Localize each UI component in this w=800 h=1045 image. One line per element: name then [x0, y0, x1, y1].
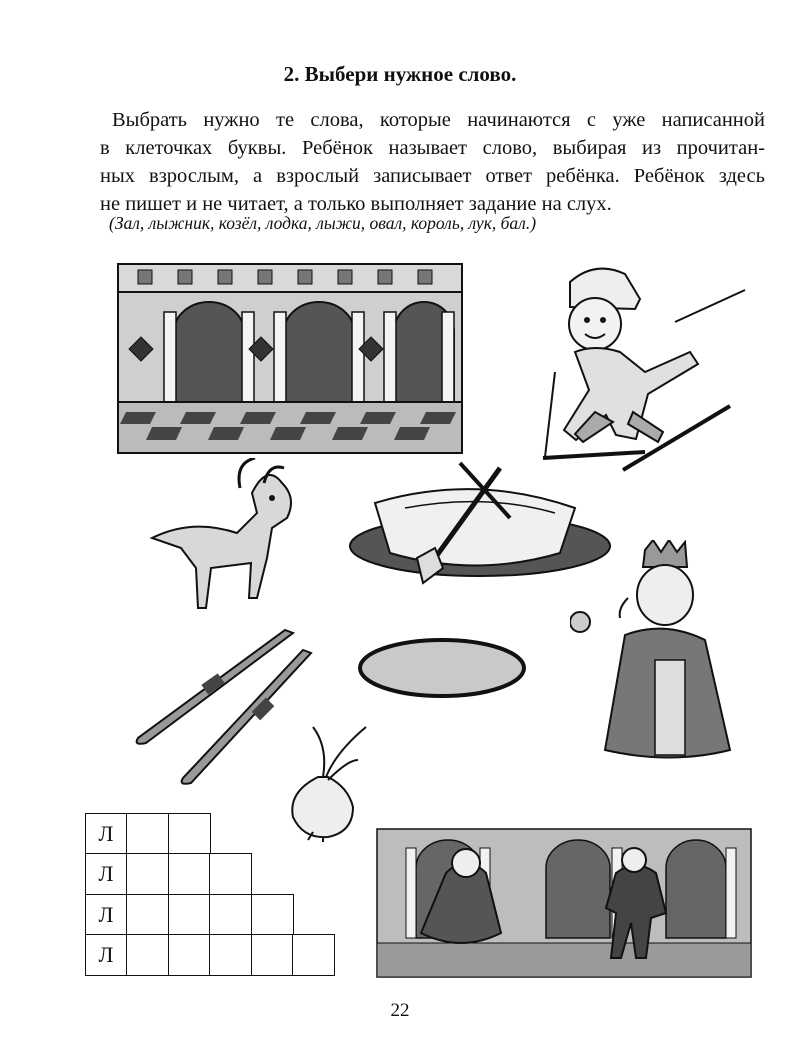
grid-cell[interactable]: [168, 853, 211, 895]
grid-cell[interactable]: [209, 934, 252, 976]
grid-cell[interactable]: Л: [85, 894, 128, 936]
king-icon: [570, 540, 740, 765]
instruction-line: в клеточках буквы. Ребёнок называет слово, выбирая из прочитан-: [100, 137, 765, 159]
skier-icon: [515, 262, 755, 477]
oval-icon: [356, 636, 528, 700]
hall-icon: [116, 262, 464, 455]
grid-cell[interactable]: [251, 894, 294, 936]
answer-grid: [86, 814, 335, 976]
instruction-line: не пишет и не читает, а только выполняет задание на слух.: [100, 193, 612, 215]
grid-row: [86, 814, 335, 855]
instruction-line: Выбрать нужно те слова, которые начинаются с уже написанной: [112, 109, 765, 131]
grid-cell[interactable]: [292, 934, 335, 976]
word-list: (Зал, лыжник, козёл, лодка, лыжи, овал, король, лук, бал.): [109, 213, 537, 233]
grid-cell[interactable]: [126, 813, 169, 855]
grid-cell[interactable]: [209, 894, 252, 936]
goat-icon: [132, 458, 302, 638]
exercise-title: 2. Выбери нужное слово.: [283, 62, 517, 86]
instruction-text: [100, 106, 765, 218]
grid-row: [86, 855, 335, 896]
grid-cell[interactable]: [168, 813, 211, 855]
grid-cell[interactable]: [168, 894, 211, 936]
grid-cell[interactable]: [251, 934, 294, 976]
grid-row: [86, 936, 335, 977]
ball-dance-icon: [376, 828, 752, 978]
page-number: 22: [390, 1000, 410, 1021]
grid-cell[interactable]: Л: [85, 853, 128, 895]
grid-cell[interactable]: [126, 853, 169, 895]
grid-cell[interactable]: Л: [85, 934, 128, 976]
grid-cell[interactable]: [168, 934, 211, 976]
grid-cell[interactable]: [126, 894, 169, 936]
instruction-line: ных взрослым, а взрослый записывает ответ ребёнка. Ребёнок здесь: [100, 165, 765, 187]
grid-cell[interactable]: [209, 853, 252, 895]
grid-row: [86, 895, 335, 936]
grid-cell[interactable]: [126, 934, 169, 976]
grid-cell[interactable]: Л: [85, 813, 128, 855]
